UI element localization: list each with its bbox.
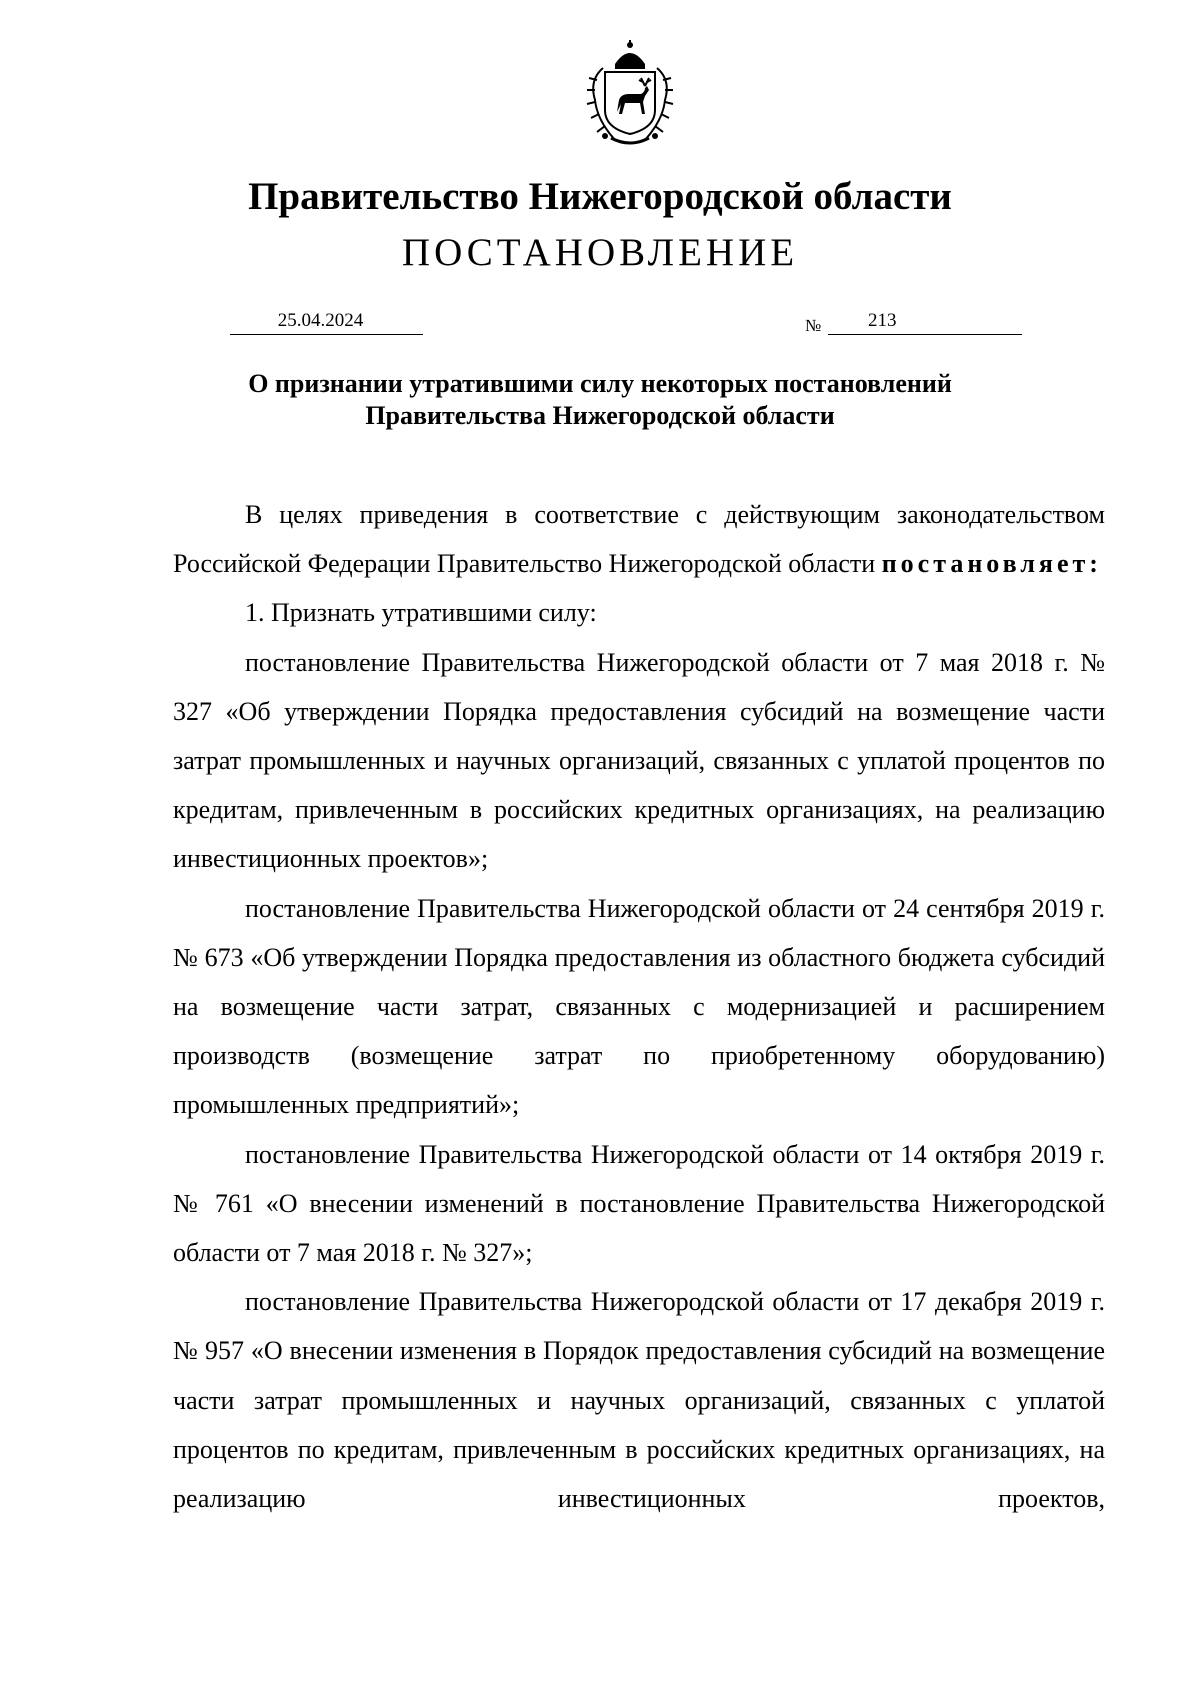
document-body — [173, 490, 1105, 1523]
document-number: 213 — [828, 310, 1022, 335]
coat-of-arms-icon — [575, 40, 685, 150]
document-date: 25.04.2024 — [230, 310, 423, 335]
intro-text: В целях приведения в соответствие с действующим законодательством Российской Федерации Правительство Нижегородской области — [173, 500, 1105, 579]
intro-paragraph — [173, 490, 1105, 588]
document-type: ПОСТАНОВЛЕНИЕ — [401, 231, 799, 274]
intro-verb: постановляет: — [881, 549, 1102, 579]
number-sign: № — [805, 316, 822, 335]
document-title — [0, 368, 1200, 432]
item-1: 1. Признать утратившими силу: — [245, 598, 597, 628]
document-title-line-2: Правительства Нижегородской области — [365, 401, 835, 430]
paragraph-3: постановление Правительства Нижегородской области от 14 октября 2019 г. № 761 «О внесении изменений в постановление Правительства Нижегородской области от 7 мая 2018 г. № 327»; — [173, 1139, 1105, 1268]
paragraph-1: постановление Правительства Нижегородской области от 7 мая 2018 г. № 327 «Об утверждении Порядка предоставления субсидий на возмещение части затрат промышленных и научных организаций, связанных с уплатой процентов по кредитам, привлеченным в российских кредитных организациях, на реализацию инвестиционных проектов»; — [173, 647, 1105, 874]
paragraph-4: постановление Правительства Нижегородской области от 17 декабря 2019 г. № 957 «О внесении изменения в Порядок предоставления субсидий на возмещение части затрат промышленных и научных организаций, связанных с уплатой процентов по кредитам, привлеченным в российских кредитных организациях, на реализацию инвестиционных проектов, — [173, 1287, 1105, 1514]
government-name: Правительство Нижегородской области — [248, 175, 952, 218]
paragraph-2: постановление Правительства Нижегородской области от 24 сентября 2019 г. № 673 «Об утверждении Порядка предоставления из областного бюджета субсидий на возмещение части затрат, связанных с модернизацией и расширением производств (возмещение затрат по приобретенному оборудованию) промышленных предприятий»; — [173, 893, 1105, 1120]
document-title-line-1: О признании утратившими силу некоторых постановлений — [248, 369, 952, 398]
